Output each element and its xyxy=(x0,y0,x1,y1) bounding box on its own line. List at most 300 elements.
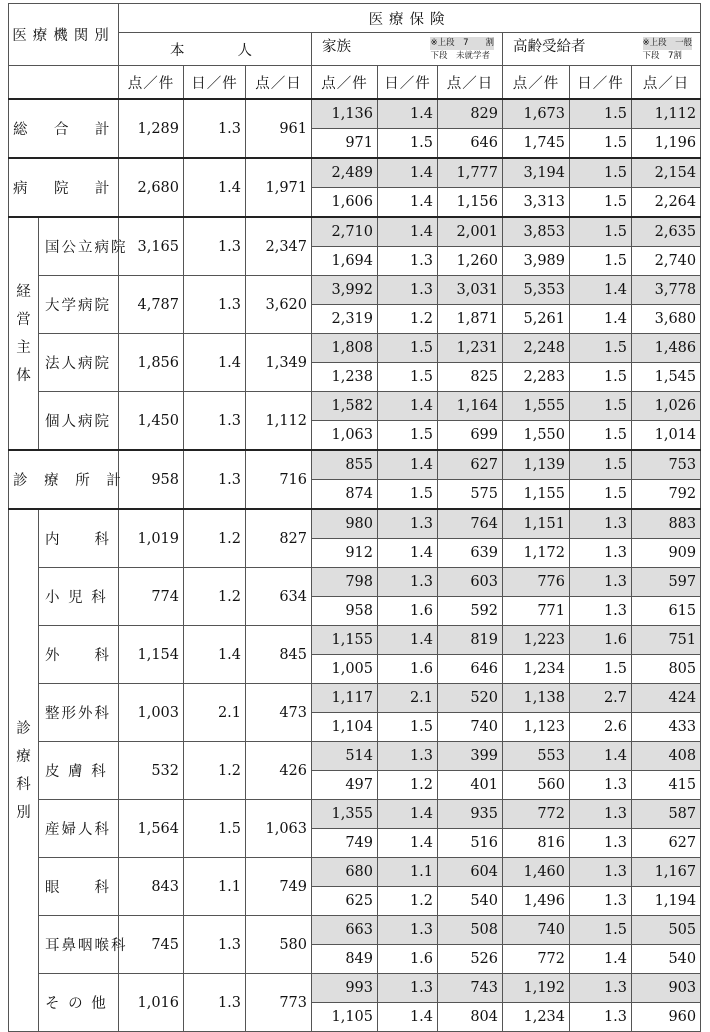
lower-cell: 1.5 xyxy=(570,655,632,684)
lower-cell: 1,196 xyxy=(632,129,701,159)
upper-cell: 1,139 xyxy=(503,450,570,480)
lower-cell: 1,496 xyxy=(503,887,570,916)
lower-cell: 2.6 xyxy=(570,713,632,742)
upper-cell: 993 xyxy=(312,974,378,1003)
upper-cell: 597 xyxy=(632,568,701,597)
table-row xyxy=(9,276,701,305)
group-label: 医療保険 xyxy=(119,4,701,33)
row-label: 個人病院 xyxy=(39,392,119,451)
upper-cell: 753 xyxy=(632,450,701,480)
lower-cell: 699 xyxy=(438,421,503,451)
lower-cell: 958 xyxy=(312,597,378,626)
upper-cell: 1.5 xyxy=(570,450,632,480)
group-title-char: 療 xyxy=(16,748,31,765)
upper-cell: 1.4 xyxy=(378,217,438,247)
upper-cell: 1.4 xyxy=(378,99,438,129)
honnin-cell: 580 xyxy=(246,916,312,974)
upper-cell: 1.5 xyxy=(570,392,632,421)
lower-cell: 1.3 xyxy=(570,1003,632,1032)
lower-cell: 1.4 xyxy=(570,305,632,334)
lower-cell: 1,194 xyxy=(632,887,701,916)
upper-cell: 2.7 xyxy=(570,684,632,713)
upper-cell: 1,223 xyxy=(503,626,570,655)
unit-header: 日／件 xyxy=(378,66,438,100)
col-group-koureisha-note xyxy=(643,37,693,63)
upper-cell: 1.3 xyxy=(378,974,438,1003)
lower-cell: 1.5 xyxy=(378,713,438,742)
row-label: 産婦人科 xyxy=(39,800,119,858)
lower-cell: 971 xyxy=(312,129,378,159)
honnin-cell: 1,016 xyxy=(119,974,184,1032)
row-label: 耳鼻咽喉科 xyxy=(39,916,119,974)
honnin-cell: 473 xyxy=(246,684,312,742)
lower-cell: 1,234 xyxy=(503,655,570,684)
lower-cell: 1,014 xyxy=(632,421,701,451)
honnin-cell: 1.3 xyxy=(184,916,246,974)
upper-cell: 520 xyxy=(438,684,503,713)
honnin-cell: 3,165 xyxy=(119,217,184,276)
lower-cell: 1.6 xyxy=(378,655,438,684)
table-row xyxy=(9,916,701,945)
honnin-cell: 1,450 xyxy=(119,392,184,451)
honnin-cell: 1,019 xyxy=(119,509,184,568)
lower-cell: 3,680 xyxy=(632,305,701,334)
upper-cell: 1.3 xyxy=(570,974,632,1003)
honnin-cell: 1.4 xyxy=(184,158,246,217)
row-label: 外 科 xyxy=(39,626,119,684)
upper-cell: 1.4 xyxy=(378,392,438,421)
lower-cell: 1.5 xyxy=(570,480,632,510)
lower-cell: 874 xyxy=(312,480,378,510)
group-title xyxy=(9,509,39,1032)
lower-cell: 1.5 xyxy=(570,421,632,451)
row-label: 国公立病院 xyxy=(39,217,119,276)
lower-cell: 804 xyxy=(438,1003,503,1032)
lower-cell: 1.2 xyxy=(378,771,438,800)
lower-cell: 849 xyxy=(312,945,378,974)
lower-cell: 540 xyxy=(632,945,701,974)
upper-cell: 935 xyxy=(438,800,503,829)
upper-cell: 1.5 xyxy=(378,334,438,363)
table-row xyxy=(9,392,701,421)
upper-cell: 1,167 xyxy=(632,858,701,887)
upper-cell: 855 xyxy=(312,450,378,480)
lower-cell: 1.4 xyxy=(378,1003,438,1032)
lower-cell: 1,155 xyxy=(503,480,570,510)
unit-header: 点／日 xyxy=(246,66,312,100)
upper-cell: 1.5 xyxy=(570,334,632,363)
upper-cell: 740 xyxy=(503,916,570,945)
upper-cell: 424 xyxy=(632,684,701,713)
table-body xyxy=(9,4,701,1032)
lower-cell: 912 xyxy=(312,539,378,568)
lower-cell: 1,550 xyxy=(503,421,570,451)
lower-cell: 1.2 xyxy=(378,305,438,334)
unit-header: 点／件 xyxy=(119,66,184,100)
lower-cell: 401 xyxy=(438,771,503,800)
col-group-koureisha-label: 高齢受給者 xyxy=(513,39,586,55)
lower-cell: 1.5 xyxy=(570,363,632,392)
honnin-cell: 1.3 xyxy=(184,217,246,276)
upper-cell: 776 xyxy=(503,568,570,597)
upper-cell: 1.3 xyxy=(378,568,438,597)
lower-cell: 1,234 xyxy=(503,1003,570,1032)
lower-cell: 1,871 xyxy=(438,305,503,334)
lower-cell: 1,105 xyxy=(312,1003,378,1032)
honnin-cell: 773 xyxy=(246,974,312,1032)
lower-cell: 1.3 xyxy=(570,829,632,858)
row-label: 総 合 計 xyxy=(9,99,119,158)
lower-cell: 909 xyxy=(632,539,701,568)
table-row xyxy=(9,742,701,771)
note-upper: ※上段 7 割 xyxy=(430,38,494,48)
lower-cell: 1.2 xyxy=(378,887,438,916)
lower-cell: 1.5 xyxy=(378,480,438,510)
upper-cell: 680 xyxy=(312,858,378,887)
upper-cell: 508 xyxy=(438,916,503,945)
upper-cell: 2,001 xyxy=(438,217,503,247)
lower-cell: 771 xyxy=(503,597,570,626)
col-group-kazoku xyxy=(312,33,503,66)
lower-cell: 1,063 xyxy=(312,421,378,451)
row-label: 眼 科 xyxy=(39,858,119,916)
upper-cell: 1,582 xyxy=(312,392,378,421)
upper-cell: 798 xyxy=(312,568,378,597)
unit-header: 日／件 xyxy=(184,66,246,100)
upper-cell: 1.6 xyxy=(570,626,632,655)
honnin-cell: 1,856 xyxy=(119,334,184,392)
upper-cell: 553 xyxy=(503,742,570,771)
row-label: 内 科 xyxy=(39,509,119,568)
upper-cell: 1,486 xyxy=(632,334,701,363)
upper-cell: 1,673 xyxy=(503,99,570,129)
table-row xyxy=(9,158,701,188)
group-title-char: 診 xyxy=(16,720,31,737)
row-label: そ の 他 xyxy=(39,974,119,1032)
lower-cell: 792 xyxy=(632,480,701,510)
honnin-cell: 532 xyxy=(119,742,184,800)
upper-cell: 903 xyxy=(632,974,701,1003)
honnin-cell: 1,564 xyxy=(119,800,184,858)
upper-cell: 663 xyxy=(312,916,378,945)
group-title-char: 科 xyxy=(16,776,31,793)
upper-cell: 743 xyxy=(438,974,503,1003)
table-row xyxy=(9,217,701,247)
table-row xyxy=(9,974,701,1003)
honnin-cell: 1.4 xyxy=(184,626,246,684)
lower-cell: 646 xyxy=(438,655,503,684)
upper-cell: 1.3 xyxy=(570,858,632,887)
upper-cell: 1.4 xyxy=(378,158,438,188)
unit-header: 点／件 xyxy=(503,66,570,100)
lower-cell: 1,238 xyxy=(312,363,378,392)
table-row xyxy=(9,684,701,713)
group-title xyxy=(9,217,39,450)
lower-cell: 1.3 xyxy=(570,597,632,626)
row-label: 法人病院 xyxy=(39,334,119,392)
upper-cell: 604 xyxy=(438,858,503,887)
row-label: 整形外科 xyxy=(39,684,119,742)
honnin-cell: 845 xyxy=(246,626,312,684)
upper-cell: 627 xyxy=(438,450,503,480)
note-upper: ※上段 一般 xyxy=(642,38,693,48)
row-label: 大学病院 xyxy=(39,276,119,334)
lower-cell: 625 xyxy=(312,887,378,916)
lower-cell: 1,260 xyxy=(438,247,503,276)
honnin-cell: 1,003 xyxy=(119,684,184,742)
unit-header: 日／件 xyxy=(570,66,632,100)
upper-cell: 1.3 xyxy=(378,276,438,305)
lower-cell: 1.5 xyxy=(378,363,438,392)
row-label: 診 療 所 計 xyxy=(9,450,119,509)
upper-cell: 1,164 xyxy=(438,392,503,421)
lower-cell: 497 xyxy=(312,771,378,800)
unit-header: 点／日 xyxy=(632,66,701,100)
upper-cell: 1,555 xyxy=(503,392,570,421)
honnin-cell: 1,112 xyxy=(246,392,312,451)
honnin-cell: 716 xyxy=(246,450,312,509)
upper-cell: 829 xyxy=(438,99,503,129)
upper-cell: 2,635 xyxy=(632,217,701,247)
lower-cell: 5,261 xyxy=(503,305,570,334)
honnin-cell: 1.5 xyxy=(184,800,246,858)
honnin-cell: 1.2 xyxy=(184,509,246,568)
lower-cell: 1,156 xyxy=(438,188,503,218)
lower-cell: 2,264 xyxy=(632,188,701,218)
upper-cell: 2,154 xyxy=(632,158,701,188)
upper-cell: 3,853 xyxy=(503,217,570,247)
row-label: 病 院 計 xyxy=(9,158,119,217)
honnin-cell: 1.2 xyxy=(184,568,246,626)
lower-cell: 2,740 xyxy=(632,247,701,276)
upper-cell: 505 xyxy=(632,916,701,945)
upper-cell: 1,151 xyxy=(503,509,570,539)
honnin-cell: 843 xyxy=(119,858,184,916)
honnin-cell: 1.3 xyxy=(184,99,246,158)
upper-cell: 1,231 xyxy=(438,334,503,363)
table-row xyxy=(9,568,701,597)
row-label: 小 児 科 xyxy=(39,568,119,626)
upper-cell: 587 xyxy=(632,800,701,829)
honnin-cell: 745 xyxy=(119,916,184,974)
lower-cell: 740 xyxy=(438,713,503,742)
lower-cell: 1.4 xyxy=(378,188,438,218)
unit-header-row xyxy=(9,66,701,100)
lower-cell: 825 xyxy=(438,363,503,392)
unit-header: 点／日 xyxy=(438,66,503,100)
honnin-cell: 961 xyxy=(246,99,312,158)
lower-cell: 1.5 xyxy=(378,129,438,159)
col-group-honnin xyxy=(119,33,312,66)
lower-cell: 960 xyxy=(632,1003,701,1032)
lower-cell: 3,313 xyxy=(503,188,570,218)
lower-cell: 816 xyxy=(503,829,570,858)
honnin-cell: 1,289 xyxy=(119,99,184,158)
honnin-cell: 634 xyxy=(246,568,312,626)
upper-cell: 980 xyxy=(312,509,378,539)
lower-cell: 1.5 xyxy=(570,247,632,276)
honnin-cell: 1.3 xyxy=(184,276,246,334)
lower-cell: 516 xyxy=(438,829,503,858)
honnin-cell: 1.3 xyxy=(184,974,246,1032)
honnin-cell: 1,971 xyxy=(246,158,312,217)
lower-cell: 1.6 xyxy=(378,945,438,974)
upper-cell: 2,248 xyxy=(503,334,570,363)
honnin-cell: 1.4 xyxy=(184,334,246,392)
honnin-cell: 1,349 xyxy=(246,334,312,392)
lower-cell: 1.4 xyxy=(378,829,438,858)
upper-cell: 1.5 xyxy=(570,217,632,247)
honnin-cell: 2.1 xyxy=(184,684,246,742)
upper-cell: 1,136 xyxy=(312,99,378,129)
upper-cell: 1.3 xyxy=(378,509,438,539)
group-title-char: 体 xyxy=(16,367,31,384)
upper-cell: 1,355 xyxy=(312,800,378,829)
upper-cell: 399 xyxy=(438,742,503,771)
honnin-cell: 1.2 xyxy=(184,742,246,800)
lower-cell: 615 xyxy=(632,597,701,626)
lower-cell: 1,606 xyxy=(312,188,378,218)
honnin-cell: 2,680 xyxy=(119,158,184,217)
table-row xyxy=(9,334,701,363)
lower-cell: 1,104 xyxy=(312,713,378,742)
honnin-cell: 4,787 xyxy=(119,276,184,334)
table-row xyxy=(9,450,701,480)
upper-cell: 2.1 xyxy=(378,684,438,713)
unit-corner xyxy=(9,66,119,100)
honnin-cell: 749 xyxy=(246,858,312,916)
lower-cell: 646 xyxy=(438,129,503,159)
lower-cell: 1.3 xyxy=(570,539,632,568)
upper-cell: 1.3 xyxy=(570,568,632,597)
upper-cell: 5,353 xyxy=(503,276,570,305)
honnin-cell: 774 xyxy=(119,568,184,626)
honnin-cell: 827 xyxy=(246,509,312,568)
upper-cell: 1,808 xyxy=(312,334,378,363)
lower-cell: 560 xyxy=(503,771,570,800)
upper-cell: 3,031 xyxy=(438,276,503,305)
lower-cell: 1.6 xyxy=(378,597,438,626)
upper-cell: 1.4 xyxy=(378,626,438,655)
upper-cell: 1.4 xyxy=(570,276,632,305)
lower-cell: 1.5 xyxy=(570,188,632,218)
honnin-cell: 1,063 xyxy=(246,800,312,858)
table-row xyxy=(9,800,701,829)
upper-cell: 1.5 xyxy=(570,158,632,188)
group-title-char: 別 xyxy=(16,804,31,821)
upper-cell: 1,026 xyxy=(632,392,701,421)
lower-cell: 592 xyxy=(438,597,503,626)
lower-cell: 2,283 xyxy=(503,363,570,392)
table-row xyxy=(9,626,701,655)
upper-cell: 1,112 xyxy=(632,99,701,129)
lower-cell: 540 xyxy=(438,887,503,916)
upper-cell: 3,194 xyxy=(503,158,570,188)
lower-cell: 1.3 xyxy=(378,247,438,276)
lower-cell: 1,005 xyxy=(312,655,378,684)
lower-cell: 3,989 xyxy=(503,247,570,276)
upper-cell: 1,117 xyxy=(312,684,378,713)
upper-cell: 1.5 xyxy=(570,99,632,129)
upper-cell: 1.4 xyxy=(378,800,438,829)
lower-cell: 639 xyxy=(438,539,503,568)
upper-cell: 1.4 xyxy=(378,450,438,480)
lower-cell: 1.4 xyxy=(378,539,438,568)
lower-cell: 1.5 xyxy=(570,129,632,159)
upper-cell: 1,138 xyxy=(503,684,570,713)
lower-cell: 1.5 xyxy=(378,421,438,451)
honnin-cell: 1.3 xyxy=(184,392,246,451)
upper-cell: 514 xyxy=(312,742,378,771)
upper-cell: 819 xyxy=(438,626,503,655)
corner-label: 医療機関別 xyxy=(9,4,119,66)
upper-cell: 408 xyxy=(632,742,701,771)
table-row xyxy=(9,858,701,887)
lower-cell: 2,319 xyxy=(312,305,378,334)
note-lower: 下段 7割 xyxy=(642,51,682,61)
lower-cell: 1,745 xyxy=(503,129,570,159)
lower-cell: 415 xyxy=(632,771,701,800)
upper-cell: 1.3 xyxy=(378,916,438,945)
row-label: 皮 膚 科 xyxy=(39,742,119,800)
lower-cell: 433 xyxy=(632,713,701,742)
upper-cell: 3,778 xyxy=(632,276,701,305)
lower-cell: 749 xyxy=(312,829,378,858)
upper-cell: 2,489 xyxy=(312,158,378,188)
honnin-cell: 2,347 xyxy=(246,217,312,276)
lower-cell: 627 xyxy=(632,829,701,858)
unit-header: 点／件 xyxy=(312,66,378,100)
upper-cell: 1.5 xyxy=(570,916,632,945)
upper-cell: 772 xyxy=(503,800,570,829)
lower-cell: 805 xyxy=(632,655,701,684)
upper-cell: 1,777 xyxy=(438,158,503,188)
upper-cell: 1,155 xyxy=(312,626,378,655)
lower-cell: 575 xyxy=(438,480,503,510)
upper-cell: 1,460 xyxy=(503,858,570,887)
upper-cell: 1.3 xyxy=(570,509,632,539)
upper-cell: 1,192 xyxy=(503,974,570,1003)
honnin-cell: 1.3 xyxy=(184,450,246,509)
honnin-cell: 1.1 xyxy=(184,858,246,916)
upper-cell: 764 xyxy=(438,509,503,539)
upper-cell: 1.1 xyxy=(378,858,438,887)
lower-cell: 1.3 xyxy=(570,771,632,800)
lower-cell: 1.3 xyxy=(570,887,632,916)
honnin-cell: 958 xyxy=(119,450,184,509)
col-group-kazoku-note xyxy=(430,37,494,63)
lower-cell: 1.4 xyxy=(570,945,632,974)
lower-cell: 1,694 xyxy=(312,247,378,276)
upper-cell: 3,992 xyxy=(312,276,378,305)
col-group-koureisha xyxy=(503,33,701,66)
upper-cell: 883 xyxy=(632,509,701,539)
table-row xyxy=(9,509,701,539)
upper-cell: 1.3 xyxy=(378,742,438,771)
upper-cell: 1.4 xyxy=(570,742,632,771)
medical-insurance-table xyxy=(8,3,701,1032)
lower-cell: 1,172 xyxy=(503,539,570,568)
honnin-cell: 1,154 xyxy=(119,626,184,684)
col-group-kazoku-label: 家族 xyxy=(322,39,351,55)
group-title-char: 経 xyxy=(16,283,31,300)
group-title-char: 主 xyxy=(16,339,31,356)
lower-cell: 1,545 xyxy=(632,363,701,392)
upper-cell: 1.3 xyxy=(570,800,632,829)
lower-cell: 526 xyxy=(438,945,503,974)
honnin-cell: 3,620 xyxy=(246,276,312,334)
col-group-honnin-label: 本 人 xyxy=(170,42,260,59)
